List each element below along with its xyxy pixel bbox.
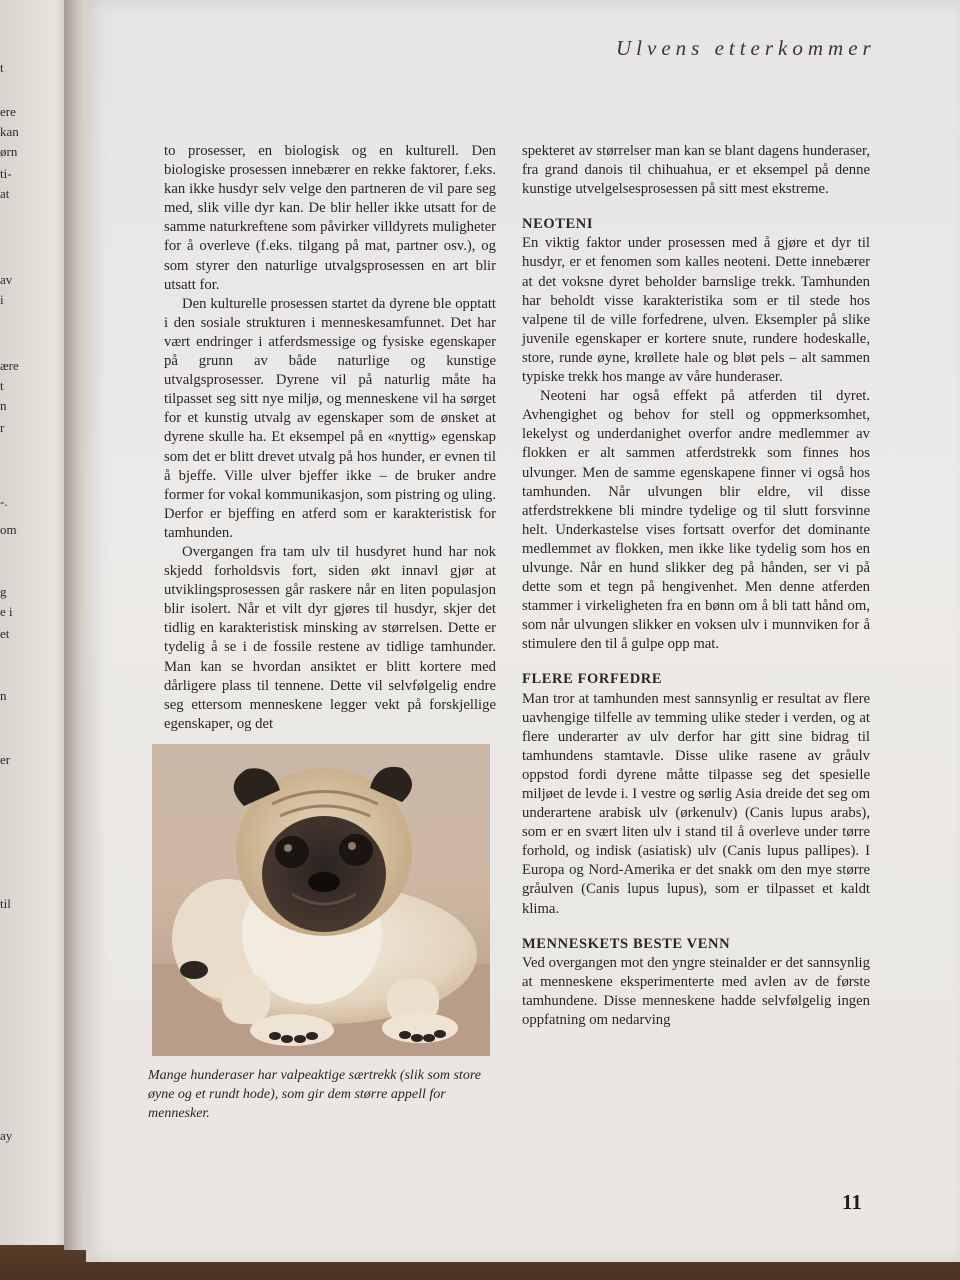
left-page-fragment: g [0, 584, 7, 599]
page-number: 11 [842, 1190, 862, 1214]
left-page-fragment: i [0, 292, 4, 307]
left-page-fragment: n [0, 398, 7, 413]
paragraph: Ved overgangen mot den yngre steinalder er det sannsynlig at menneskene eksperimenterte med avlen av de første tamhundene. Disse menneskene hadde selvfølgelig ingen oppfatning om nedarving [522, 954, 870, 1029]
left-page-fragment: -. [0, 494, 8, 509]
text-column-right [522, 142, 870, 1030]
pug-photo [152, 744, 490, 1056]
book-page [86, 0, 960, 1262]
text-column-left [164, 142, 496, 734]
photo-caption: Mange hunderaser har valpeaktige særtrekk (slik som store øyne og et rundt hode), som gir dem større appell for mennesker. [148, 1068, 481, 1121]
running-header: Ulvens etterkommer [616, 36, 876, 60]
left-page-fragment: ay [0, 1128, 13, 1143]
left-page-fragment: er [0, 752, 11, 767]
section-heading-neoteni: NEOTENI [522, 216, 594, 233]
left-page-fragment: at [0, 186, 10, 201]
left-page-fragment: r [0, 420, 5, 435]
paragraph: Neoteni har også effekt på atferden til dyret. Avhengighet og behov for stell og oppmerksomhet, lekelyst og underdanighet overfor andre medlemmer av flokken er alt sammen atferdstrekk som finnes hos ulvunger. Men de samme egenskapene finner vi også hos tamhunden. Når ulvungen blir eldre, vil disse atferdstrekkene bli mindre tydelige og til slutt forsvinne helt. Underkastelse vises fortsatt overfor det dominante medlemmet av flokken, men ikke like tydelig som hos en ulvunge. Når en hund slikker deg på hånden, ser vi på dette som et tegn på hengivenhet. Men denne atferden stammer i virkeligheten fra en bønn om å bli tatt hånd om, som når ulvungen slikker en voksen ulv i munnviken for å stimulere den til å gulpe opp mat. [522, 388, 870, 653]
left-page-fragment: n [0, 688, 7, 703]
paragraph: spekteret av størrelser man kan se blant dagens hunderaser, fra grand danois til chihuahua, er et eksempel på denne kunstige utvelgelsesprosessen på sitt mest ekstreme. [522, 143, 870, 198]
left-page-fragment: ørn [0, 144, 18, 159]
left-page-fragment: et [0, 626, 10, 641]
section-heading-flere-forfedre: FLERE FORFEDRE [522, 671, 663, 688]
paragraph: Den kulturelle prosessen startet da dyrene ble opptatt i den sosiale strukturen i menneskesamfunnet. Det har vært endringer i atferdsmessige og fysiske egenskaper på grunn av både naturlige og kunstige utvalgsprosesser. Dyrene vil på naturlig måte ha tilpasset seg sitt nye miljø, og menneskene vil ha sørget for et kunstig utvalg av egenskaper som de ønsket at dyrene skulle ha. Et eksempel på en «nyttig» egenskap som det er blitt drevet utvalg på hos hunder, er evnen til å bjeffe. Ville ulver bjeffer ikke – de bruker andre former for vokal kommunikasjon, som pistring og uling. Derfor er bjeffing en atferd som er karakteristisk for tamhunden. [164, 295, 496, 541]
left-page-fragment: ti- [0, 166, 12, 181]
left-page-fragment: av [0, 272, 13, 287]
left-page-fragment: e i [0, 604, 13, 619]
left-page-fragment: ere [0, 104, 16, 119]
paragraph: En viktig faktor under prosessen med å gjøre et dyr til husdyr, er et fenomen som kalles neoteni. Dette innebærer at det voksne dyret beholder barnslige trekk. Tamhunden har beholdt visse karakteristika som er til stede hos valpene til de ville forfedrene, ulven. Eksempler på slike juvenile egenskaper er kortere snute, rundere hodeskalle, store, runde øyne, krøllete hale og bløt pels – alt sammen typiske trekk hos mange av våre hunderaser. [522, 235, 870, 386]
paragraph: to prosesser, en biologisk og en kulturell. Den biologiske prosessen innebærer en rekke faktorer, f.eks. kan ikke husdyr selv velge den partneren de vil pare seg med, slik ville dyr kan. De blir heller ikke utsatt for de samme naturkreftene som påvirker villdyrets muligheter for å overleve (f.eks. tilgang på mat, partner osv.), og som styrer den naturlige utvalgsprosessen en art blir utsatt for. [164, 143, 496, 293]
paragraph: Man tror at tamhunden mest sannsynlig er resultat av flere uavhengige tilfelle av temming ulike steder i verden, og at flere underarter av ulv derfor har gitt sine bidrag til tamhundens stamtavle. Disse ulike rasene av gråulv oppstod fordi dyrene måtte tilpasse seg det spesielle miljøet de levde i. I vestre og sørlig Asia dreide det seg om underartene arabisk ulv (ørkenulv) (Canis lupus arabs), som er en svært liten ulv i stand til å overleve under tørre forhold, og indisk (asiatisk) ulv (Canis lupus pallipes). I Europa og Nord-Amerika er det snakk om den mye større gråulven (Canis lupus lupus), som er tilpasset et kaldt klima. [522, 690, 870, 917]
left-page-fragment: t [0, 378, 4, 393]
pug-illustration [152, 744, 490, 1056]
paragraph: Overgangen fra tam ulv til husdyret hund har nok skjedd forholdsvis fort, siden økt innavl gjør at utviklingsprosessen går raskere når en liten populasjon blir isolert. Når et vilt dyr gjøres til husdyr, skjer det tidlig en karakteristisk minsking av størrelsen. Dette er tydelig å se i de fossile restene av tidlige tamhunder. Man kan se hvordan ansiktet er blitt kortere med dårligere plass til tennene. Dette vil selvfølgelig endre seg ettersom menneskene legger vekt på forskjellige egenskaper, og det [164, 543, 496, 732]
left-page-fragment: kan [0, 124, 19, 139]
section-heading-menneskets-beste-venn: MENNESKETS BESTE VENN [522, 935, 731, 952]
left-page-fragment: om [0, 522, 17, 537]
left-page-fragment: ære [0, 358, 19, 373]
left-page-fragment: t [0, 60, 4, 75]
left-page-fragment: til [0, 896, 11, 911]
